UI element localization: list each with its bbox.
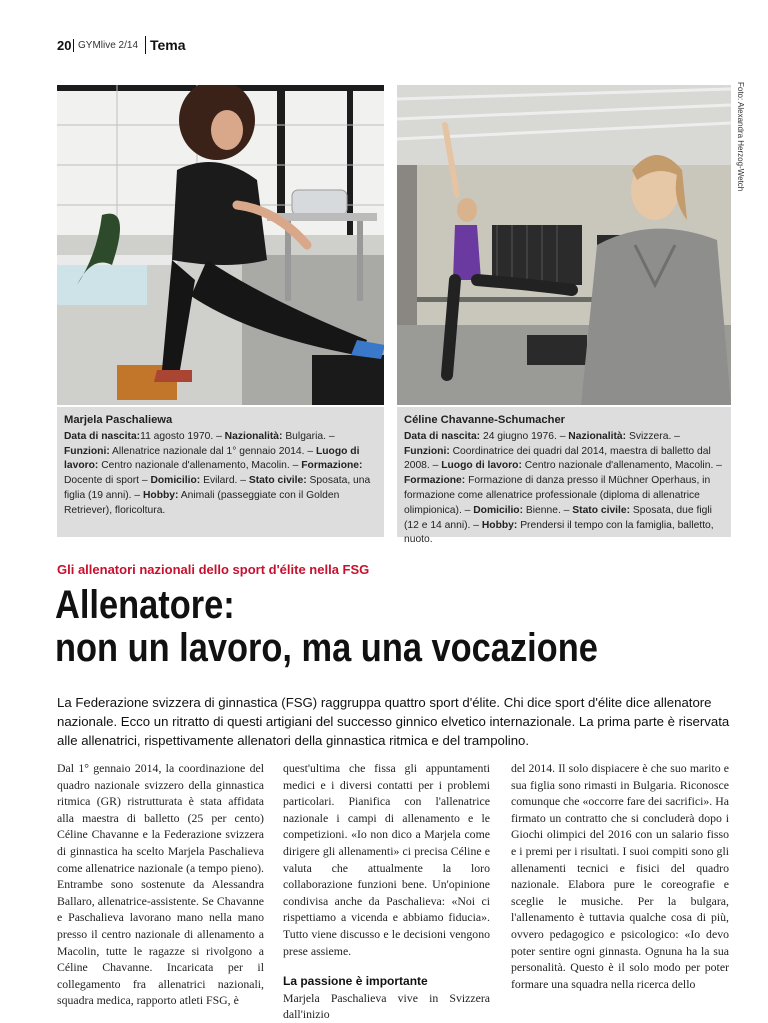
photo-credit: Foto: Alexandra Herzog-Wetch — [736, 82, 745, 192]
caption-name: Marjela Paschaliewa — [64, 414, 173, 426]
caption-value: Evilard. – — [200, 475, 249, 487]
section-title: Tema — [150, 37, 186, 53]
page-header — [0, 0, 768, 60]
caption-value: Coordinatrice dei quadri dal 2014, maestra di balletto dal 2008. – — [404, 445, 711, 472]
caption-label: Funzioni: — [64, 445, 110, 457]
caption-label: Formazione: — [404, 475, 466, 487]
caption-value: Bulgaria. – — [282, 430, 335, 442]
title-line-1: Allenatore: — [55, 583, 235, 627]
caption-label: Domicilio: — [473, 504, 524, 516]
caption-value: Centro nazionale d'allenamento, Macolin. – — [98, 460, 302, 472]
body-text: quest'ultima che fissa gli appuntamenti medici e i diversi contatti per i problemi particolari. Pianifica con l'allenatrice nazionale i campi di allenamento e le competizioni. «Io non dico a Marjela come dirigere gli allenamenti» ci precisa Céline e valuta che attualmente la loro collaborazione funzioni bene. Un'opinione condivisa anche da Paschalieva: «Noi ci rispettiamo a vicenda e abbiamo fiducia». Tutto viene discusso e le decisioni vengono prese assieme. — [283, 761, 490, 958]
caption-value: Sposata, due figli (12 e 14 anni). – — [404, 504, 712, 531]
article-lead: La Federazione svizzera di ginnastica (FSG) raggruppa quattro sport d'élite. Chi dice sport d'élite dice allenatore nazionale. Ecco un ritratto di questi artigiani del successo ginnico elvetico internazionale. La prima parte è riservata alle allenatrici, rispettivamente allenatori della ginnastica ritmica e del trampolino. — [57, 695, 730, 748]
caption-value: Bienne. – — [523, 504, 573, 516]
photo-marjela — [57, 85, 384, 405]
caption-label: Domicilio: — [150, 475, 201, 487]
article-kicker: Gli allenatori nazionali dello sport d'élite nella FSG — [57, 562, 370, 577]
caption-name: Céline Chavanne-Schumacher — [404, 414, 566, 426]
caption-value: Formazione di danza presso il Müchner Operhaus, in formazione come allenatrice professionale (diploma di allenatrice olimpionica). – — [404, 475, 711, 516]
page-number: 20 — [57, 38, 72, 53]
caption-label: Stato civile: — [248, 475, 307, 487]
caption-value: Prendersi il tempo con la famiglia, balletto, nuoto. — [404, 519, 714, 546]
caption-label: Hobby: — [143, 489, 179, 501]
header-divider — [145, 36, 146, 54]
body-text: Marjela Paschalieva vive in Svizzera dall'inizio — [283, 990, 490, 1022]
caption-value: Allenatrice nazionale dal 1° gennaio 2014. – — [109, 445, 316, 457]
body-column-1: Dal 1° gennaio 2014, la coordinazione del quadro nazionale svizzero della ginnastica ritmica (GR) ristrutturata è stata affidata alla maestra di balletto (25 per cento) Céline Chavanne e la Federazione svizzera di ginnastica ha scelto Marjela Paschalieva come allenatrice nazionale (a tempo pieno). Entrambe sono sostenute da Alessandra Ballaro, allenatrice-assistente. Se Chavanne e Paschalieva lavorano mano nella mano presso il centro nazionale di allenamento a Macolin, tutte le ragazze si rivolgono a Céline Chavanne. Incaricata per il collegamento fra allenatrici nazionali, squadra medica, rapporto atleti FSG, è — [57, 761, 264, 1008]
article-title — [55, 584, 598, 670]
caption-label: Data di nascita: — [64, 430, 141, 442]
caption-label: Hobby: — [481, 519, 518, 531]
caption-label: Funzioni: — [404, 445, 450, 457]
photo-celine — [397, 85, 731, 405]
caption-label: Formazione: — [301, 460, 363, 472]
caption-label: Nazionalità: — [224, 430, 283, 442]
caption-label: Nazionalità: — [568, 430, 627, 442]
caption-value: Animali (passeggiate con il Golden Retriever), floricoltura. — [64, 489, 340, 516]
caption-marjela — [57, 407, 384, 537]
caption-value: Svizzera. – — [626, 430, 680, 442]
header-divider — [73, 39, 74, 52]
caption-value: Centro nazionale d'allenamento, Macolin. – — [521, 460, 722, 472]
magazine-issue: GYMlive 2/14 — [78, 40, 139, 51]
subheading: La passione è importante — [283, 974, 428, 989]
caption-label: Luogo di lavoro: — [441, 460, 522, 472]
caption-value: Docente di sport – — [64, 475, 151, 487]
caption-value: 11 agosto 1970. – — [140, 430, 225, 442]
caption-label: Data di nascita: — [404, 430, 481, 442]
body-column-2 — [283, 760, 490, 1023]
caption-label: Luogo di lavoro: — [64, 445, 360, 472]
caption-value: 24 giugno 1976. – — [480, 430, 569, 442]
title-line-2: non un lavoro, ma una vocazione — [55, 626, 598, 670]
photo-marjela-image — [57, 85, 384, 405]
caption-value: Sposata, una figlia (19 anni). – — [64, 475, 371, 501]
caption-label: Stato civile: — [572, 504, 631, 516]
body-column-3: del 2014. Il solo dispiacere è che suo marito e sua figlia sono rimasti in Bulgaria. Riconosce comunque che «occorre fare dei sacrifici». Ha firmato un contratto che si concluderà dopo i Giochi olimpici del 2016 con un salario fisso e i premi per i risultati. I suoi compiti sono gli allenamenti tecnici e fisici del quadro nazionale. Elabora pure le coreografie e sceglie le musiche. Per la bulgara, l'allenamento è tuttavia qualche cosa di più, ovvero pedagogico e psicologico: «Io devo poter sentire ogni ginnasta. Ognuna ha la sua personalità. Questo è il solo modo per poter formare una squadra nella ricerca dello — [511, 761, 729, 991]
photo-celine-image — [397, 85, 731, 405]
caption-celine — [397, 407, 731, 546]
